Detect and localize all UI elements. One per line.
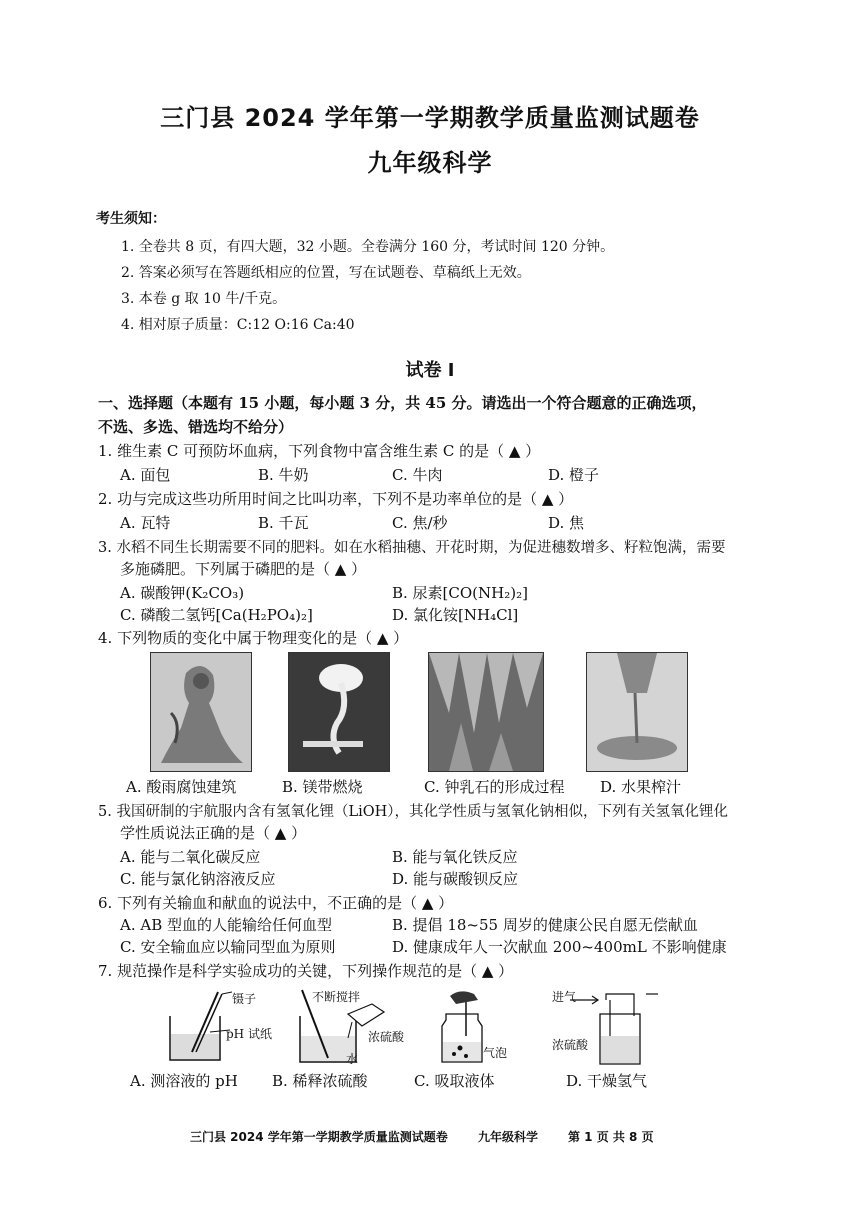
q7-option-d: D. 干燥氢气	[566, 1072, 648, 1090]
footer-exam-title: 三门县 2024 学年第一学期教学质量监测试题卷	[190, 1130, 448, 1144]
q3-option-d: D. 氯化铵[NH₄Cl]	[392, 606, 519, 624]
q5-option-b: B. 能与氧化铁反应	[392, 848, 518, 866]
q2-option-d: D. 焦	[548, 514, 585, 532]
question-6-stem: 6. 下列有关输血和献血的说法中，不正确的是（ ▲ ）	[98, 894, 454, 912]
q1-option-c: C. 牛肉	[392, 466, 443, 484]
exam-subtitle: 九年级科学	[367, 149, 493, 177]
notice-item-3: 3. 本卷 g 取 10 牛/千克。	[121, 291, 287, 307]
q2-option-a: A. 瓦特	[120, 514, 171, 532]
q6-option-b: B. 提倡 18~55 周岁的健康公民自愿无偿献血	[392, 916, 698, 934]
dry-hydrogen-diagram	[570, 986, 660, 1068]
water-label: 水	[346, 1052, 359, 1066]
q5-option-d: D. 能与碳酸钡反应	[392, 870, 519, 888]
q7-option-a: A. 测溶液的 pH	[130, 1072, 238, 1090]
q5-option-c: C. 能与氯化钠溶液反应	[120, 870, 276, 888]
q1-option-d: D. 橙子	[548, 466, 600, 484]
q3-option-a: A. 碳酸钾(K₂CO₃)	[120, 584, 245, 602]
question-5-stem: 5. 我国研制的宇航服内含有氢氧化锂（LiOH），其化学性质与氢氧化钠相似，下列有关氢氧化锂化	[98, 804, 728, 820]
juicing-photo	[586, 652, 688, 772]
section-title: 试卷 I	[405, 360, 455, 381]
gas-in-label: 进气	[552, 990, 577, 1004]
acid2-label: 浓硫酸	[552, 1038, 589, 1052]
question-3-stem-cont: 多施磷肥。下列属于磷肥的是（ ▲ ）	[120, 560, 367, 578]
q2-option-b: B. 千瓦	[258, 514, 309, 532]
q1-option-b: B. 牛奶	[258, 466, 309, 484]
q2-option-c: C. 焦/秒	[392, 514, 448, 532]
notice-item-1: 1. 全卷共 8 页，有四大题，32 小题。全卷满分 160 分，考试时间 120 分钟。	[121, 239, 615, 255]
q7-option-b: B. 稀释浓硫酸	[272, 1072, 368, 1090]
notice-item-4: 4. 相对原子质量：C:12 O:16 Ca:40	[121, 317, 355, 333]
q1-option-a: A. 面包	[120, 466, 171, 484]
q3-option-c: C. 磷酸二氢钙[Ca(H₂PO₄)₂]	[120, 606, 313, 624]
notice-heading: 考生须知：	[96, 211, 166, 227]
q6-option-d: D. 健康成年人一次献血 200~400mL 不影响健康	[392, 938, 727, 956]
question-3-stem: 3. 水稻不同生长期需要不同的肥料。如在水稻抽穗、开花时期，为促进穗数增多、籽粒饱满，需要	[98, 540, 726, 556]
acid-label: 浓硫酸	[368, 1030, 405, 1044]
acid-rain-statue-photo	[150, 652, 252, 772]
notice-item-2: 2. 答案必须写在答题纸相应的位置，写在试题卷、草稿纸上无效。	[121, 265, 531, 281]
q4-option-d: D. 水果榨汁	[600, 778, 682, 796]
exam-title: 三门县 2024 学年第一学期教学质量监测试题卷	[160, 104, 700, 132]
q5-option-a: A. 能与二氧化碳反应	[120, 848, 261, 866]
question-7-stem: 7. 规范操作是科学实验成功的关键，下列操作规范的是（ ▲ ）	[98, 962, 514, 980]
magnesium-burning-photo	[288, 652, 390, 772]
q4-option-a: A. 酸雨腐蚀建筑	[126, 778, 237, 796]
question-4-stem: 4. 下列物质的变化中属于物理变化的是（ ▲ ）	[98, 629, 409, 647]
q7-option-c: C. 吸取液体	[414, 1072, 495, 1090]
footer-page-number: 第 1 页 共 8 页	[568, 1130, 654, 1144]
q6-option-a: A. AB 型血的人能输给任何血型	[120, 916, 332, 934]
stir-label: 不断搅拌	[312, 990, 361, 1004]
part1-instruction-line1: 一、选择题（本题有 15 小题，每小题 3 分，共 45 分。请选出一个符合题意的正确选项，	[98, 394, 707, 412]
q4-option-c: C. 钟乳石的形成过程	[424, 778, 565, 796]
ph-paper-label: pH 试纸	[226, 1027, 272, 1041]
q3-option-b: B. 尿素[CO(NH₂)₂]	[392, 584, 528, 602]
bubble-label: 气泡	[483, 1046, 508, 1060]
part1-instruction-line2: 不选、多选、错选均不给分）	[98, 418, 294, 436]
question-5-stem-cont: 学性质说法正确的是（ ▲ ）	[120, 824, 307, 842]
question-2-stem: 2. 功与完成这些功所用时间之比叫功率，下列不是功率单位的是（ ▲ ）	[98, 490, 574, 508]
q6-option-c: C. 安全输血应以输同型血为原则	[120, 938, 336, 956]
tweezers-label: 镊子	[232, 992, 257, 1006]
stalactite-photo	[428, 652, 544, 772]
footer-subject: 九年级科学	[478, 1130, 539, 1144]
question-1-stem: 1. 维生素 C 可预防坏血病，下列食物中富含维生素 C 的是（ ▲ ）	[98, 442, 541, 460]
q4-option-b: B. 镁带燃烧	[282, 778, 363, 796]
